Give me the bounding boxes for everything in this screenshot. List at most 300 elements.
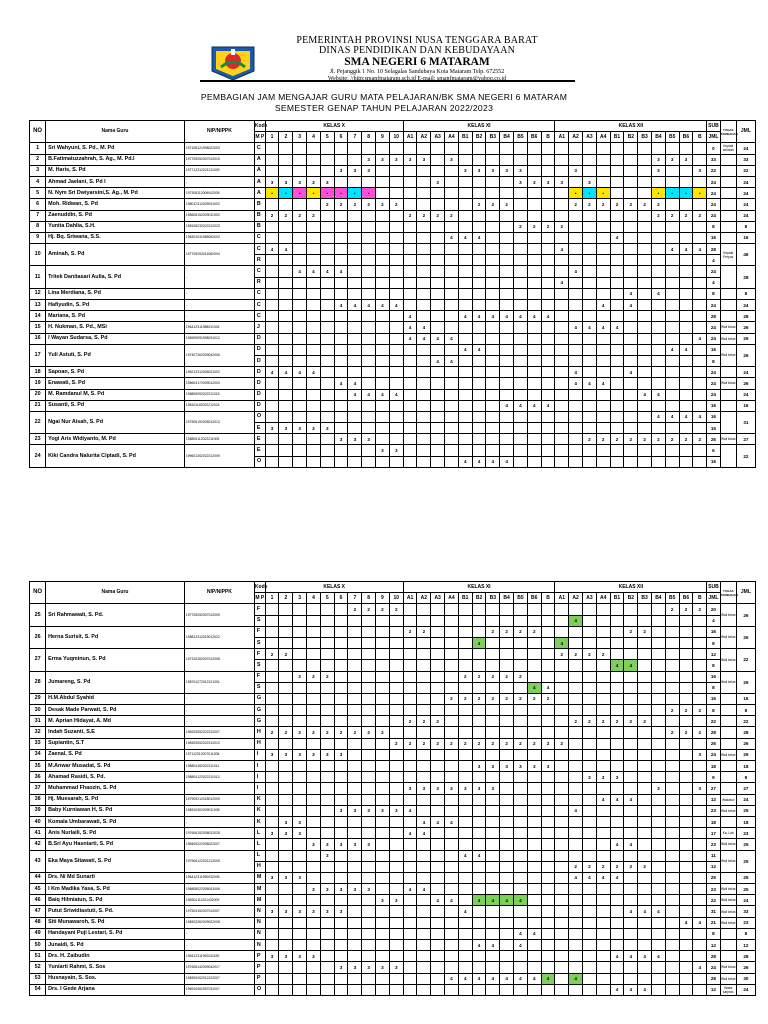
hours-cell bbox=[389, 367, 403, 378]
hours-cell bbox=[403, 962, 417, 973]
additional-duty bbox=[720, 445, 736, 467]
row-number: 33 bbox=[30, 738, 46, 749]
hours-cell: 3 bbox=[348, 839, 362, 850]
hours-cell bbox=[334, 895, 348, 906]
hours-cell bbox=[403, 288, 417, 299]
hours-cell bbox=[610, 783, 624, 794]
hours-cell bbox=[362, 682, 376, 693]
hours-cell bbox=[472, 411, 486, 422]
hours-cell bbox=[569, 445, 583, 456]
hours-cell bbox=[431, 660, 445, 671]
hours-cell bbox=[265, 895, 279, 906]
hours-cell bbox=[445, 615, 459, 626]
hours-cell: • bbox=[569, 188, 583, 199]
hours-cell bbox=[376, 660, 390, 671]
hours-cell bbox=[596, 311, 610, 322]
subject-code: E bbox=[254, 423, 265, 434]
total-hours: 22 bbox=[736, 445, 755, 467]
teacher-nip: 197112312007011208 bbox=[184, 749, 254, 760]
hours-cell bbox=[458, 772, 472, 783]
hours-cell bbox=[376, 951, 390, 962]
hours-cell bbox=[431, 604, 445, 615]
hours-cell bbox=[665, 143, 679, 154]
hours-cell bbox=[541, 649, 555, 660]
hours-cell: 4 bbox=[624, 839, 638, 850]
hours-cell bbox=[293, 738, 307, 749]
hours-cell bbox=[569, 738, 583, 749]
hours-cell bbox=[527, 783, 541, 794]
hours-cell bbox=[279, 805, 293, 816]
hours-cell: 4 bbox=[500, 311, 514, 322]
row-number: 29 bbox=[30, 693, 46, 704]
hours-cell bbox=[514, 154, 528, 165]
hours-cell bbox=[500, 188, 514, 199]
row-number: 18 bbox=[30, 367, 46, 378]
hours-cell: 2 bbox=[403, 210, 417, 221]
sub-total: 8 bbox=[707, 221, 720, 232]
total-hours: 18 bbox=[736, 816, 755, 827]
hours-cell bbox=[348, 445, 362, 456]
row-number: 3 bbox=[30, 165, 46, 176]
hours-cell bbox=[555, 355, 569, 366]
hours-cell bbox=[376, 682, 390, 693]
hours-cell bbox=[431, 311, 445, 322]
hours-cell bbox=[555, 794, 569, 805]
hours-cell: 4 bbox=[569, 805, 583, 816]
hours-cell bbox=[624, 143, 638, 154]
hours-cell bbox=[334, 671, 348, 682]
hours-cell bbox=[652, 378, 666, 389]
hours-cell bbox=[638, 176, 652, 187]
school-logo bbox=[208, 41, 258, 81]
additional-duty bbox=[720, 232, 736, 243]
hours-cell bbox=[376, 783, 390, 794]
hours-cell bbox=[652, 705, 666, 716]
hours-cell bbox=[652, 693, 666, 704]
letterhead bbox=[262, 36, 572, 83]
hours-cell bbox=[693, 311, 707, 322]
table-row bbox=[30, 884, 756, 895]
hours-cell bbox=[445, 805, 459, 816]
hours-cell bbox=[624, 266, 638, 277]
hours-cell bbox=[583, 917, 597, 928]
hours-cell bbox=[679, 456, 693, 467]
hours-cell bbox=[624, 940, 638, 951]
hours-cell: 4 bbox=[403, 311, 417, 322]
hours-cell: 4 bbox=[596, 872, 610, 883]
hours-cell bbox=[555, 266, 569, 277]
hours-cell bbox=[652, 727, 666, 738]
hours-cell: 3 bbox=[362, 839, 376, 850]
hours-cell bbox=[265, 705, 279, 716]
hours-cell bbox=[500, 300, 514, 311]
row-number: 26 bbox=[30, 626, 46, 648]
teacher-name: H.M.Abdul Syahid bbox=[46, 693, 185, 704]
hours-cell bbox=[320, 333, 334, 344]
hours-cell bbox=[403, 660, 417, 671]
hours-cell bbox=[334, 761, 348, 772]
hours-cell: 4 bbox=[458, 456, 472, 467]
hours-cell bbox=[638, 411, 652, 422]
hours-cell bbox=[652, 300, 666, 311]
hours-cell: • bbox=[279, 188, 293, 199]
teacher-name: B.Sri Ayu Hasniarti, S. Pd bbox=[46, 839, 185, 850]
hours-cell bbox=[348, 277, 362, 288]
hours-cell bbox=[569, 232, 583, 243]
hours-cell bbox=[445, 761, 459, 772]
hours-cell bbox=[679, 682, 693, 693]
hours-cell bbox=[431, 962, 445, 973]
hours-cell bbox=[596, 928, 610, 939]
header-nip: NIP/NIPPK bbox=[184, 121, 254, 143]
hours-cell bbox=[376, 165, 390, 176]
total-hours: 27 bbox=[736, 783, 755, 794]
hours-cell bbox=[527, 839, 541, 850]
hours-cell bbox=[555, 805, 569, 816]
hours-cell: 3 bbox=[486, 165, 500, 176]
hours-cell bbox=[486, 300, 500, 311]
hours-cell: 2 bbox=[472, 693, 486, 704]
row-number: 25 bbox=[30, 604, 46, 626]
hours-cell bbox=[679, 445, 693, 456]
teacher-name: Enawati, S. Pd bbox=[46, 378, 185, 389]
hours-cell bbox=[320, 693, 334, 704]
hours-cell: 4 bbox=[445, 232, 459, 243]
hours-cell bbox=[376, 344, 390, 355]
teacher-name: Komala Umbarawati, S. Pd bbox=[46, 816, 185, 827]
hours-cell bbox=[500, 884, 514, 895]
hours-cell: 2 bbox=[596, 861, 610, 872]
hours-cell: 3 bbox=[376, 445, 390, 456]
hours-cell bbox=[610, 895, 624, 906]
hours-cell bbox=[693, 232, 707, 243]
hours-cell bbox=[431, 266, 445, 277]
hours-cell bbox=[665, 693, 679, 704]
hours-cell bbox=[555, 378, 569, 389]
hours-cell bbox=[320, 705, 334, 716]
hours-cell bbox=[307, 917, 321, 928]
hours-cell bbox=[583, 805, 597, 816]
row-number: 6 bbox=[30, 199, 46, 210]
hours-cell bbox=[679, 626, 693, 637]
teacher-name: Jumareng, S. Pd bbox=[46, 671, 185, 693]
hours-cell: 2 bbox=[583, 199, 597, 210]
hours-cell: 4 bbox=[610, 794, 624, 805]
additional-duty bbox=[720, 951, 736, 962]
hours-cell bbox=[376, 266, 390, 277]
hours-cell bbox=[320, 761, 334, 772]
hours-cell bbox=[362, 850, 376, 861]
hours-cell bbox=[362, 794, 376, 805]
hours-cell: 4 bbox=[265, 244, 279, 255]
hours-cell bbox=[527, 906, 541, 917]
hours-cell bbox=[527, 772, 541, 783]
hours-cell bbox=[307, 705, 321, 716]
hours-cell bbox=[348, 761, 362, 772]
hours-cell: 4 bbox=[541, 311, 555, 322]
hours-cell: 2 bbox=[527, 221, 541, 232]
hours-cell bbox=[665, 311, 679, 322]
hours-cell bbox=[486, 682, 500, 693]
hours-cell: 3 bbox=[417, 783, 431, 794]
hours-cell bbox=[596, 660, 610, 671]
hours-cell bbox=[472, 143, 486, 154]
hours-cell bbox=[445, 649, 459, 660]
hours-cell: 2 bbox=[583, 649, 597, 660]
hours-cell bbox=[486, 906, 500, 917]
hours-cell bbox=[527, 637, 541, 648]
teacher-nip: - bbox=[184, 705, 254, 716]
hours-cell: 2 bbox=[431, 738, 445, 749]
hours-cell bbox=[679, 839, 693, 850]
hours-cell bbox=[362, 367, 376, 378]
teacher-name: Susanti, S. Pd bbox=[46, 400, 185, 411]
total-hours: 28 bbox=[736, 951, 755, 962]
hours-cell bbox=[362, 749, 376, 760]
hours-cell: 2 bbox=[486, 693, 500, 704]
hours-cell: 4 bbox=[500, 895, 514, 906]
hours-cell bbox=[500, 221, 514, 232]
hours-cell bbox=[362, 333, 376, 344]
hours-cell bbox=[514, 604, 528, 615]
total-hours: 26 bbox=[736, 344, 755, 366]
hours-cell bbox=[458, 143, 472, 154]
hours-cell bbox=[307, 805, 321, 816]
table-row bbox=[30, 749, 756, 760]
hours-cell: 4 bbox=[376, 389, 390, 400]
total-hours: 26 bbox=[736, 749, 755, 760]
hours-cell bbox=[279, 738, 293, 749]
hours-cell bbox=[500, 951, 514, 962]
hours-cell bbox=[307, 199, 321, 210]
hours-cell bbox=[665, 906, 679, 917]
hours-cell bbox=[458, 872, 472, 883]
sub-total: 12 bbox=[707, 794, 720, 805]
hours-cell bbox=[541, 434, 555, 445]
hours-cell bbox=[376, 816, 390, 827]
total-hours: 12 bbox=[736, 940, 755, 951]
sub-total: 17 bbox=[707, 828, 720, 839]
hours-cell bbox=[569, 906, 583, 917]
teacher-name: Zaenal, S. Pd bbox=[46, 749, 185, 760]
hours-cell bbox=[293, 255, 307, 266]
hours-cell bbox=[693, 615, 707, 626]
row-number: 42 bbox=[30, 839, 46, 850]
hours-cell bbox=[265, 738, 279, 749]
header-kelas-xi: KELAS XI bbox=[403, 582, 555, 593]
hours-cell bbox=[320, 255, 334, 266]
hours-cell bbox=[293, 378, 307, 389]
hours-cell: 4 bbox=[362, 389, 376, 400]
hours-cell bbox=[555, 199, 569, 210]
hours-cell bbox=[376, 456, 390, 467]
hours-cell bbox=[348, 232, 362, 243]
additional-duty: Wali kelas bbox=[720, 906, 736, 917]
hours-cell: 2 bbox=[376, 727, 390, 738]
additional-duty: Wali kelas bbox=[720, 973, 736, 984]
hours-cell bbox=[458, 984, 472, 995]
hours-cell: 3 bbox=[334, 839, 348, 850]
hours-cell bbox=[389, 727, 403, 738]
hours-cell bbox=[527, 143, 541, 154]
additional-duty: Ka. Lab bbox=[720, 828, 736, 839]
hours-cell bbox=[527, 749, 541, 760]
hours-cell bbox=[652, 277, 666, 288]
hours-cell bbox=[458, 716, 472, 727]
hours-cell bbox=[527, 411, 541, 422]
header-class-col: B5 bbox=[514, 132, 528, 143]
hours-cell bbox=[307, 816, 321, 827]
hours-cell bbox=[679, 277, 693, 288]
subject-code: F bbox=[254, 671, 265, 682]
hours-cell: 2 bbox=[307, 210, 321, 221]
header-class-col: A4 bbox=[596, 132, 610, 143]
hours-cell: 4 bbox=[431, 816, 445, 827]
hours-cell bbox=[624, 221, 638, 232]
teacher-name: Drs. I Gede Arjana bbox=[46, 984, 185, 995]
hours-cell bbox=[486, 255, 500, 266]
hours-cell bbox=[527, 850, 541, 861]
hours-cell bbox=[610, 378, 624, 389]
hours-cell bbox=[389, 884, 403, 895]
hours-cell bbox=[265, 615, 279, 626]
hours-cell bbox=[486, 143, 500, 154]
hours-cell bbox=[472, 176, 486, 187]
hours-cell bbox=[693, 772, 707, 783]
hours-cell bbox=[610, 727, 624, 738]
hours-cell bbox=[541, 232, 555, 243]
hours-cell bbox=[679, 861, 693, 872]
document-title: PEMBAGIAN JAM MENGAJAR GURU MATA PELAJARAN/BK SMA NEGERI 6 MATARAM bbox=[200, 92, 568, 102]
sub-total: 24 bbox=[707, 188, 720, 199]
hours-cell: 2 bbox=[665, 727, 679, 738]
header-class-col: A4 bbox=[445, 593, 459, 604]
hours-cell: 4 bbox=[665, 411, 679, 422]
hours-cell bbox=[334, 615, 348, 626]
hours-cell bbox=[458, 288, 472, 299]
hours-cell bbox=[307, 660, 321, 671]
total-hours: 33 bbox=[736, 906, 755, 917]
hours-cell: 2 bbox=[665, 434, 679, 445]
hours-cell bbox=[555, 716, 569, 727]
additional-duty bbox=[720, 266, 736, 288]
hours-cell: 2 bbox=[527, 738, 541, 749]
hours-cell: 4 bbox=[569, 615, 583, 626]
hours-cell bbox=[555, 872, 569, 883]
row-number: 12 bbox=[30, 288, 46, 299]
table-row bbox=[30, 210, 756, 221]
hours-cell bbox=[569, 940, 583, 951]
hours-cell bbox=[514, 783, 528, 794]
additional-duty bbox=[720, 188, 736, 199]
hours-cell bbox=[624, 928, 638, 939]
teacher-nip: 197606152008012025 bbox=[184, 828, 254, 839]
row-number: 51 bbox=[30, 951, 46, 962]
table-row bbox=[30, 906, 756, 917]
hours-cell bbox=[376, 861, 390, 872]
hours-cell bbox=[307, 794, 321, 805]
table-row bbox=[30, 895, 756, 906]
hours-cell bbox=[596, 816, 610, 827]
hours-cell bbox=[596, 671, 610, 682]
sub-total: 8 bbox=[707, 355, 720, 366]
hours-cell bbox=[389, 816, 403, 827]
sub-total: 8 bbox=[707, 288, 720, 299]
hours-cell: 4 bbox=[693, 411, 707, 422]
hours-cell bbox=[403, 300, 417, 311]
header-class-col: B1 bbox=[458, 593, 472, 604]
hours-cell bbox=[679, 984, 693, 995]
additional-duty bbox=[720, 154, 736, 165]
hours-cell bbox=[472, 434, 486, 445]
teacher-name: Hafiyudin, S. Pd bbox=[46, 300, 185, 311]
hours-cell bbox=[527, 872, 541, 883]
hours-cell bbox=[527, 322, 541, 333]
hours-cell bbox=[610, 850, 624, 861]
hours-cell bbox=[583, 951, 597, 962]
hours-cell bbox=[555, 154, 569, 165]
hours-cell bbox=[596, 143, 610, 154]
row-number: 50 bbox=[30, 940, 46, 951]
hours-cell bbox=[514, 210, 528, 221]
hours-cell: 3 bbox=[293, 816, 307, 827]
hours-cell: 4 bbox=[472, 311, 486, 322]
teacher-nip: - bbox=[184, 816, 254, 827]
sub-total: 11 bbox=[707, 850, 720, 861]
hours-cell bbox=[362, 322, 376, 333]
hours-cell bbox=[624, 805, 638, 816]
hours-cell bbox=[431, 705, 445, 716]
additional-duty bbox=[720, 389, 736, 400]
sub-total: 24 bbox=[707, 749, 720, 760]
hours-cell bbox=[665, 649, 679, 660]
hours-cell bbox=[279, 682, 293, 693]
additional-duty bbox=[720, 210, 736, 221]
hours-cell bbox=[417, 221, 431, 232]
hours-cell bbox=[500, 210, 514, 221]
hours-cell bbox=[583, 794, 597, 805]
hours-cell bbox=[362, 266, 376, 277]
hours-cell bbox=[583, 400, 597, 411]
hours-cell bbox=[362, 344, 376, 355]
hours-cell bbox=[293, 761, 307, 772]
hours-cell bbox=[665, 255, 679, 266]
hours-cell bbox=[486, 850, 500, 861]
hours-cell bbox=[679, 716, 693, 727]
total-hours: 24 bbox=[736, 143, 755, 154]
hours-cell bbox=[403, 445, 417, 456]
row-number: 14 bbox=[30, 311, 46, 322]
subject-code: D bbox=[254, 378, 265, 389]
hours-cell bbox=[693, 300, 707, 311]
hours-cell: 4 bbox=[514, 400, 528, 411]
hours-cell: 4 bbox=[679, 244, 693, 255]
hours-cell bbox=[500, 344, 514, 355]
hours-cell bbox=[596, 693, 610, 704]
row-number: 32 bbox=[30, 727, 46, 738]
hours-cell: 3 bbox=[348, 884, 362, 895]
hours-cell bbox=[583, 940, 597, 951]
hours-cell bbox=[638, 727, 652, 738]
total-hours: 8 bbox=[736, 221, 755, 232]
hours-cell bbox=[665, 962, 679, 973]
hours-cell bbox=[403, 277, 417, 288]
hours-cell bbox=[652, 749, 666, 760]
hours-cell bbox=[486, 816, 500, 827]
hours-cell: 3 bbox=[293, 906, 307, 917]
hours-cell: 2 bbox=[445, 693, 459, 704]
hours-cell: 4 bbox=[652, 951, 666, 962]
